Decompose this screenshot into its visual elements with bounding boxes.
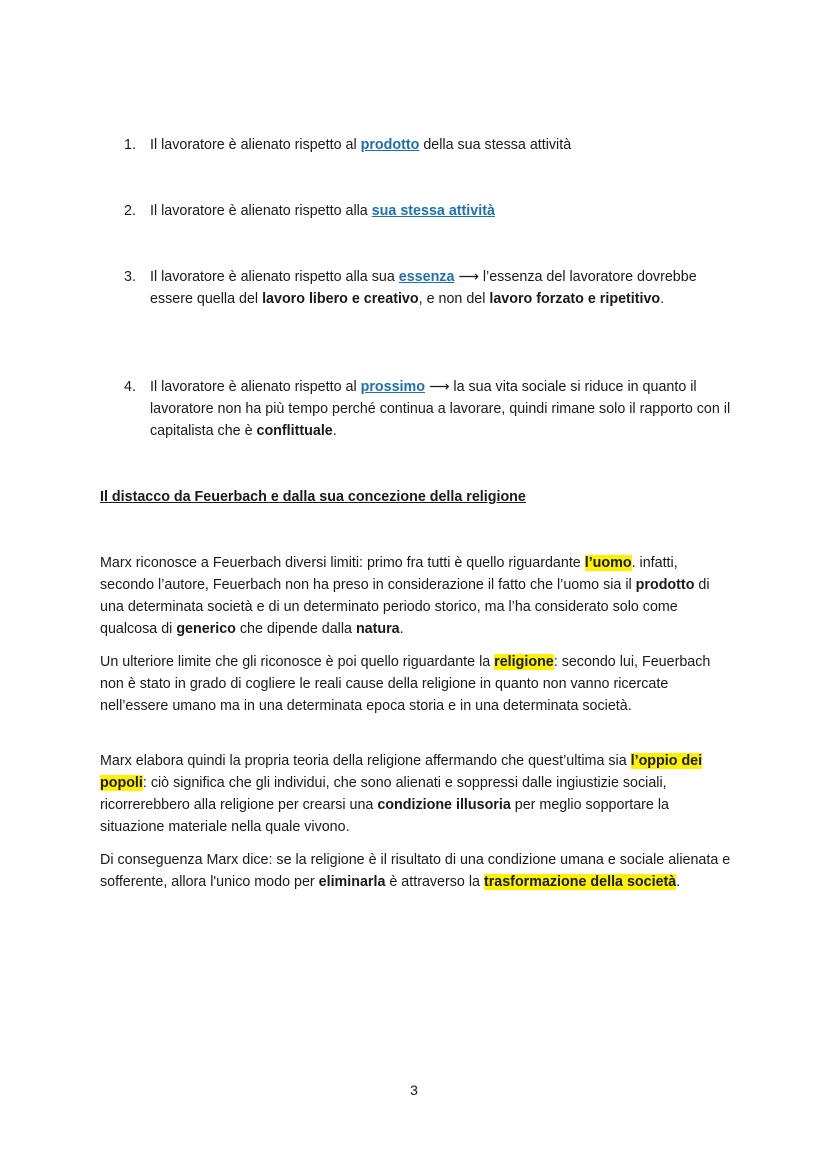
list-number: 1.	[124, 137, 136, 153]
page-number: 3	[410, 1082, 418, 1098]
term-prodotto[interactable]: prodotto	[360, 137, 420, 153]
list-number: 2.	[124, 203, 136, 219]
list-number: 3.	[124, 269, 136, 285]
list-number: 4.	[124, 379, 136, 395]
list-item-text: Il lavoratore è alienato rispetto al prossimo ⟶ la sua vita sociale si riduce in quanto il lavoratore non ha più tempo perché continua a lavorare, quindi rimane solo il rapporto con il capitalista che è conflittuale.	[150, 379, 731, 439]
highlight-religione: religione	[494, 654, 554, 670]
highlight-trasformazione-della-societa: trasformazione della società	[483, 874, 677, 890]
paragraph-1: Marx riconosce a Feuerbach diversi limiti: primo fra tutti è quello riguardante l’uomo. infatti, secondo l’autore, Feuerbach non ha preso in considerazione il fatto che l’uomo sia il prodotto di una determinata società e di un determinato periodo storico, ma l’ha considerato solo come qualcosa di generico che dipende dalla natura.	[100, 555, 710, 637]
list-item-text: Il lavoratore è alienato rispetto alla sua stessa attività	[150, 203, 495, 219]
arrow-icon: ⟶	[454, 269, 483, 285]
list-item-text: Il lavoratore è alienato rispetto al prodotto della sua stessa attività	[150, 137, 572, 153]
arrow-icon: ⟶	[424, 379, 454, 395]
term-prossimo[interactable]: prossimo	[360, 379, 425, 395]
highlight-luomo: l’uomo	[584, 555, 632, 571]
term-essenza[interactable]: essenza	[398, 269, 455, 285]
term-sua-stessa-attivita[interactable]: sua stessa attività	[371, 203, 495, 219]
paragraph-4: Di conseguenza Marx dice: se la religione è il risultato di una condizione umana e sociale alienata e sofferente, allora l'unico modo per eliminarla è attraverso la trasformazione della società.	[100, 852, 731, 890]
list-item-text: Il lavoratore è alienato rispetto alla sua essenza ⟶ l’essenza del lavoratore dovrebbe essere quella del lavoro libero e creativo, e non del lavoro forzato e ripetitivo.	[150, 269, 697, 307]
paragraph-3: Marx elabora quindi la propria teoria della religione affermando che quest’ultima sia l’oppio dei popoli: ciò significa che gli individui, che sono alienati e soppressi dalle ingiustizie sociali, ricorrerebbero alla religione per crearsi una condizione illusoria per meglio sopportare la situazione materiale nella quale vivono.	[100, 753, 703, 835]
section-heading: Il distacco da Feuerbach e dalla sua concezione della religione	[100, 489, 526, 505]
paragraph-2: Un ulteriore limite che gli riconosce è poi quello riguardante la religione: secondo lui, Feuerbach non è stato in grado di cogliere le reali cause della religione in quanto non vanno ricercate nell’essere umano ma in una determinata epoca storia e in una determinata società.	[100, 654, 711, 714]
highlight-oppio-dei-popoli: l’oppio dei popoli	[100, 753, 703, 791]
